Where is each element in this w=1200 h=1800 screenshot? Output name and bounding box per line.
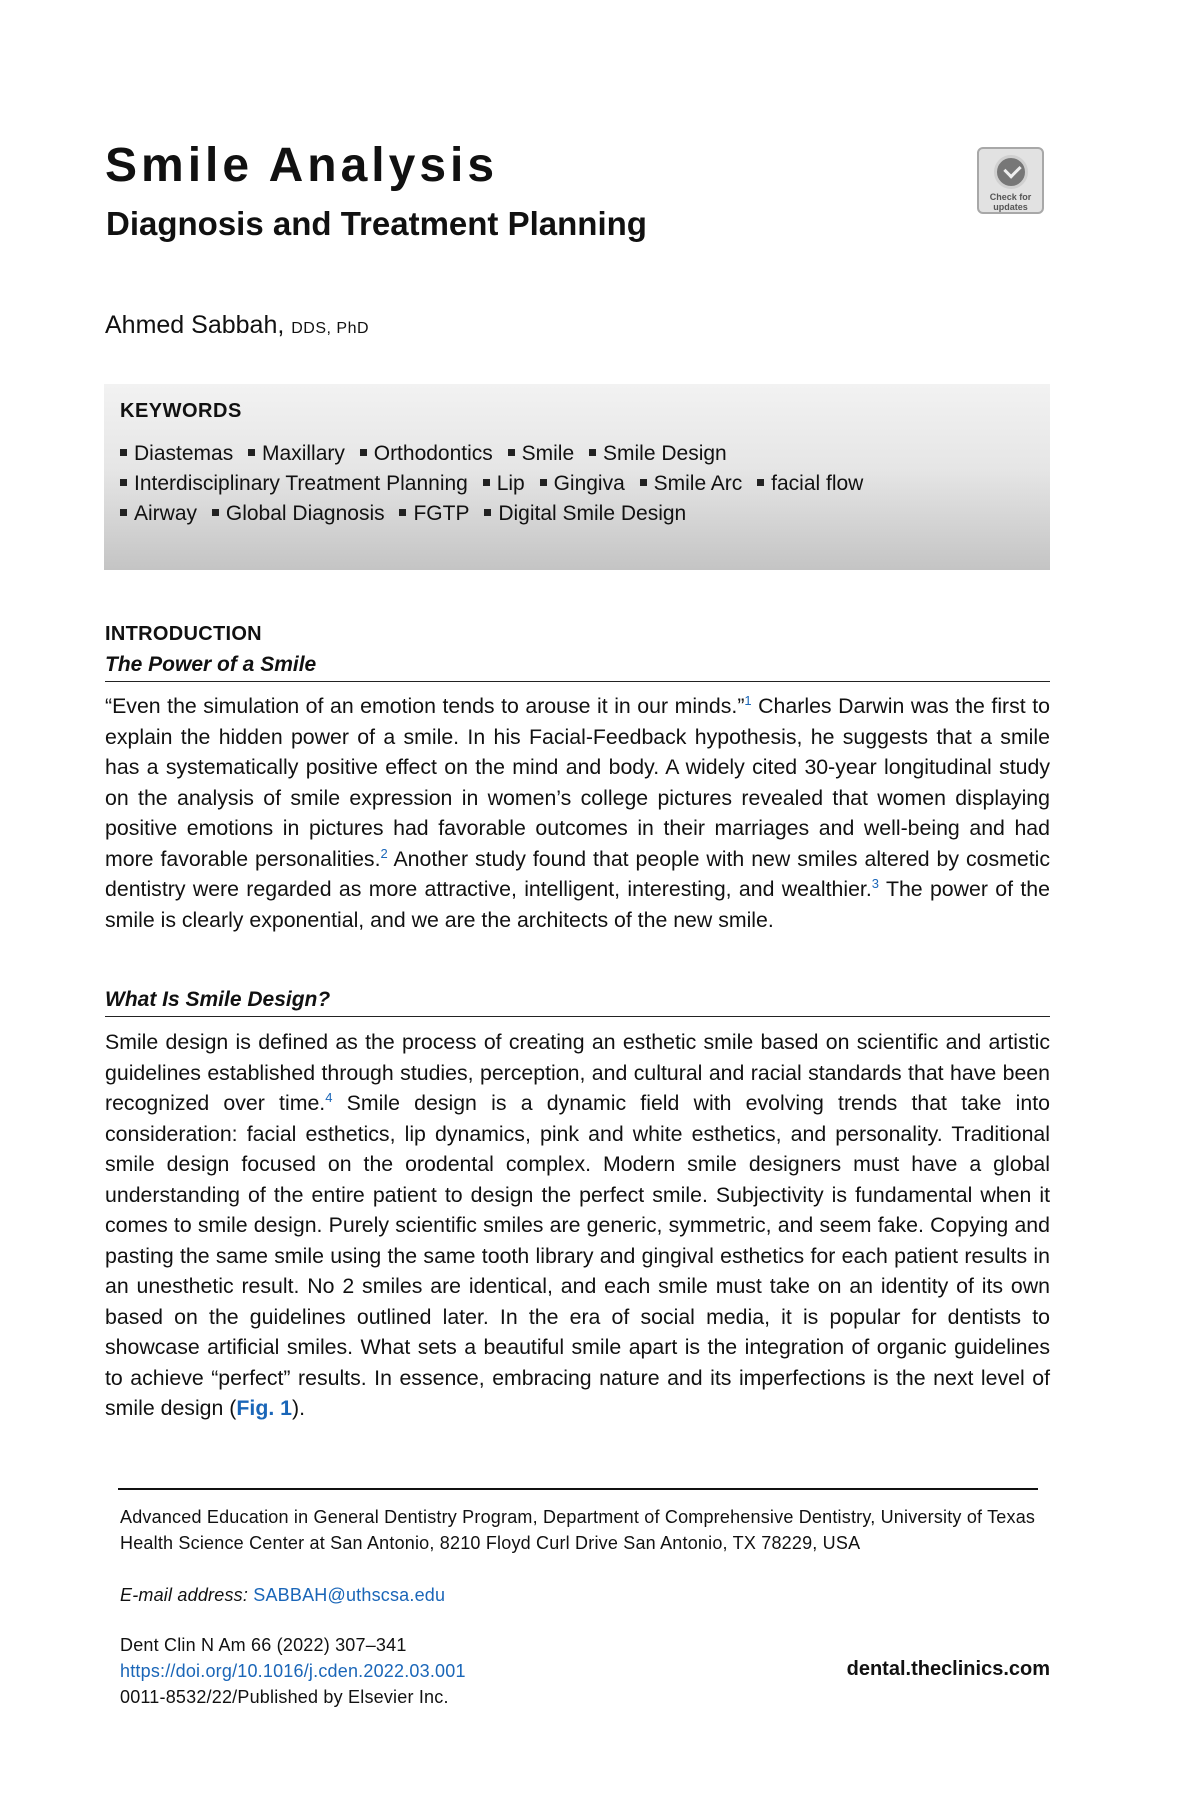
journal-citation: Dent Clin N Am 66 (2022) 307–341 xyxy=(120,1635,407,1655)
email-line xyxy=(120,1582,445,1608)
bullet-icon xyxy=(248,449,255,456)
keyword: Gingiva xyxy=(553,472,625,495)
keywords-line xyxy=(120,472,872,496)
footnote-divider xyxy=(118,1488,1038,1490)
bullet-icon xyxy=(508,449,515,456)
doi-link[interactable]: https://doi.org/10.1016/j.cden.2022.03.001 xyxy=(120,1661,466,1681)
bullet-icon xyxy=(540,479,547,486)
article-subtitle: Diagnosis and Treatment Planning xyxy=(106,205,647,242)
journal-website[interactable]: dental.theclinics.com xyxy=(846,1658,1050,1680)
keyword: Smile xyxy=(521,442,575,465)
reference-link[interactable]: 4 xyxy=(325,1089,333,1105)
bullet-icon xyxy=(120,449,127,456)
subsection-heading: What Is Smile Design? xyxy=(105,988,1050,1017)
bullet-icon xyxy=(212,509,219,516)
keyword: Diastemas xyxy=(134,442,234,465)
keyword: Interdisciplinary Treatment Planning xyxy=(134,472,468,495)
keyword: Global Diagnosis xyxy=(225,502,385,525)
keyword: facial flow xyxy=(771,472,864,495)
keywords-line xyxy=(120,442,736,466)
subsection-heading: The Power of a Smile xyxy=(105,653,1050,682)
bullet-icon xyxy=(360,449,367,456)
keyword: Smile Design xyxy=(603,442,727,465)
body-paragraph: Smile design is defined as the process of creating an esthetic smile based on scientific and artistic guidelines established through studies, perception, and cultural and racial standards that have been recognized over time.$^4$ Smile design is a dynamic field with evolving trends that take into consideration: facial esthetics, lip dynamics, pink and white esthetics, and personality. Traditional smile design focused on the orodental complex. Modern smile designers must have a global understanding of the entire patient to design the perfect smile. Subjectivity is fundamental when it comes to smile design. Purely scientific smiles are generic, symmetric, and seem fake. Copying and pasting the same smile using the same tooth library and gingival esthetics for each patient results in an unesthetic result. No 2 smiles are identical, and each smile must take on an identity of its own based on the guidelines outlined later. In the era of social media, it is popular for dentists to showcase artificial smiles. What sets a beautiful smile apart is the integration of organic guidelines to achieve “perfect” results. In essence, embracing nature and its imperfections is the next level of smile design (Fig. 1). xyxy=(105,1030,1051,1420)
figure-link[interactable]: Fig. 1 xyxy=(236,1396,293,1420)
keyword: Orthodontics xyxy=(373,442,493,465)
keyword: Smile Arc xyxy=(653,472,743,495)
keyword: Airway xyxy=(134,502,198,525)
reference-link[interactable]: 3 xyxy=(871,875,879,891)
bullet-icon xyxy=(589,449,596,456)
author-line xyxy=(105,311,369,340)
bullet-icon xyxy=(640,479,647,486)
author-affiliation: Advanced Education in General Dentistry Program, Department of Comprehensive Dentistry, University of Texas Health Science Center at San Antonio, 8210 Floyd Curl Drive San Antonio, TX 78229, USA xyxy=(120,1507,1036,1553)
body-paragraph: “Even the simulation of an emotion tends to arouse it in our minds.”$^1$ Charles Darwin was the first to explain the hidden power of a smile. In his Facial-Feedback hypothesis, he suggests that a smile has a systematically positive effect on the mind and body. A widely cited 30-year longitudinal study on the analysis of smile expression in women’s college pictures revealed that women displaying positive emotions in pictures had favorable outcomes in their marriages and well-being and had more favorable personalities.$^2$ Another study found that people with new smiles altered by cosmetic dentistry were regarded as more attractive, intelligent, interesting, and wealthier.$^3$ The power of the smile is clearly exponential, and we are the architects of the new smile. xyxy=(105,692,1050,932)
section-heading: INTRODUCTION xyxy=(105,623,262,645)
keyword: Lip xyxy=(496,472,525,495)
bullet-icon xyxy=(120,509,127,516)
bullet-icon xyxy=(483,479,490,486)
author-name: Ahmed Sabbah, xyxy=(105,311,285,339)
reference-link[interactable]: 2 xyxy=(380,845,388,861)
bullet-icon xyxy=(399,509,406,516)
badge-label: Check for updates xyxy=(989,192,1032,212)
keywords-line xyxy=(120,502,695,526)
reference-link[interactable]: 1 xyxy=(744,692,752,708)
keywords-heading: KEYWORDS xyxy=(120,400,242,422)
issn-line: 0011-8532/22/Published by Elsevier Inc. xyxy=(120,1687,449,1707)
keyword: Maxillary xyxy=(262,442,345,465)
bullet-icon xyxy=(484,509,491,516)
keyword: Digital Smile Design xyxy=(498,502,687,525)
email-label: E-mail address: xyxy=(120,1585,249,1605)
keyword: FGTP xyxy=(413,502,470,525)
check-for-updates-badge[interactable] xyxy=(977,147,1044,214)
bullet-icon xyxy=(120,479,127,486)
email-link[interactable]: SABBAH@uthscsa.edu xyxy=(253,1585,446,1605)
article-title: Smile Analysis xyxy=(105,139,499,192)
bullet-icon xyxy=(757,479,764,486)
author-credentials: DDS, PhD xyxy=(291,320,370,337)
check-icon xyxy=(994,155,1028,189)
